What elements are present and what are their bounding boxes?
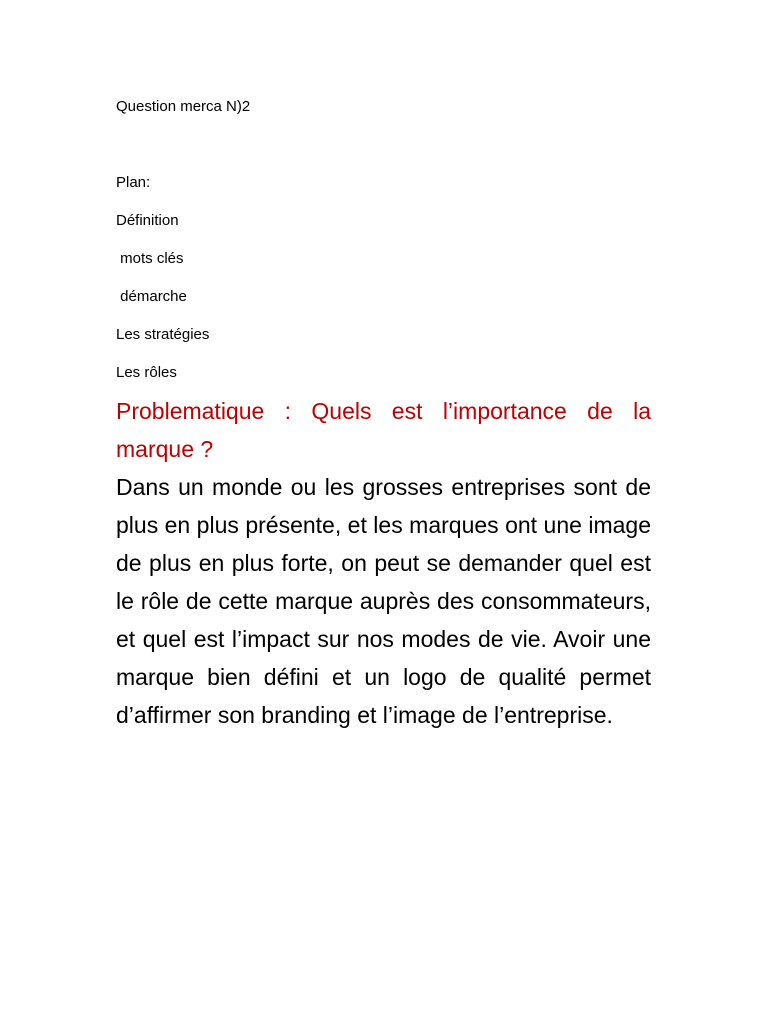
plan-label: Plan: bbox=[116, 174, 151, 191]
problematique-heading: Problematique : Quels est l’importance de la marque ? bbox=[116, 398, 651, 462]
body-paragraph: Dans un monde ou les grosses entreprises sont de plus en plus présente, et les marques ont une image de plus en plus forte, on peut se demander quel est le rôle de cette marque auprès des consommateurs, et quel est l’impact sur nos modes de vie. Avoir une marque bien défini et un logo de qualité permet d’affirmer son branding et l’image de l’entreprise. bbox=[116, 474, 651, 728]
plan-item-strategies: Les stratégies bbox=[116, 326, 210, 343]
plan-item-definition: Définition bbox=[116, 212, 179, 229]
document-header: Question merca N)2 bbox=[116, 98, 251, 115]
plan-item-roles: Les rôles bbox=[116, 364, 177, 381]
plan-item-demarche: démarche bbox=[116, 288, 187, 305]
plan-item-mots-cles: mots clés bbox=[116, 250, 184, 267]
